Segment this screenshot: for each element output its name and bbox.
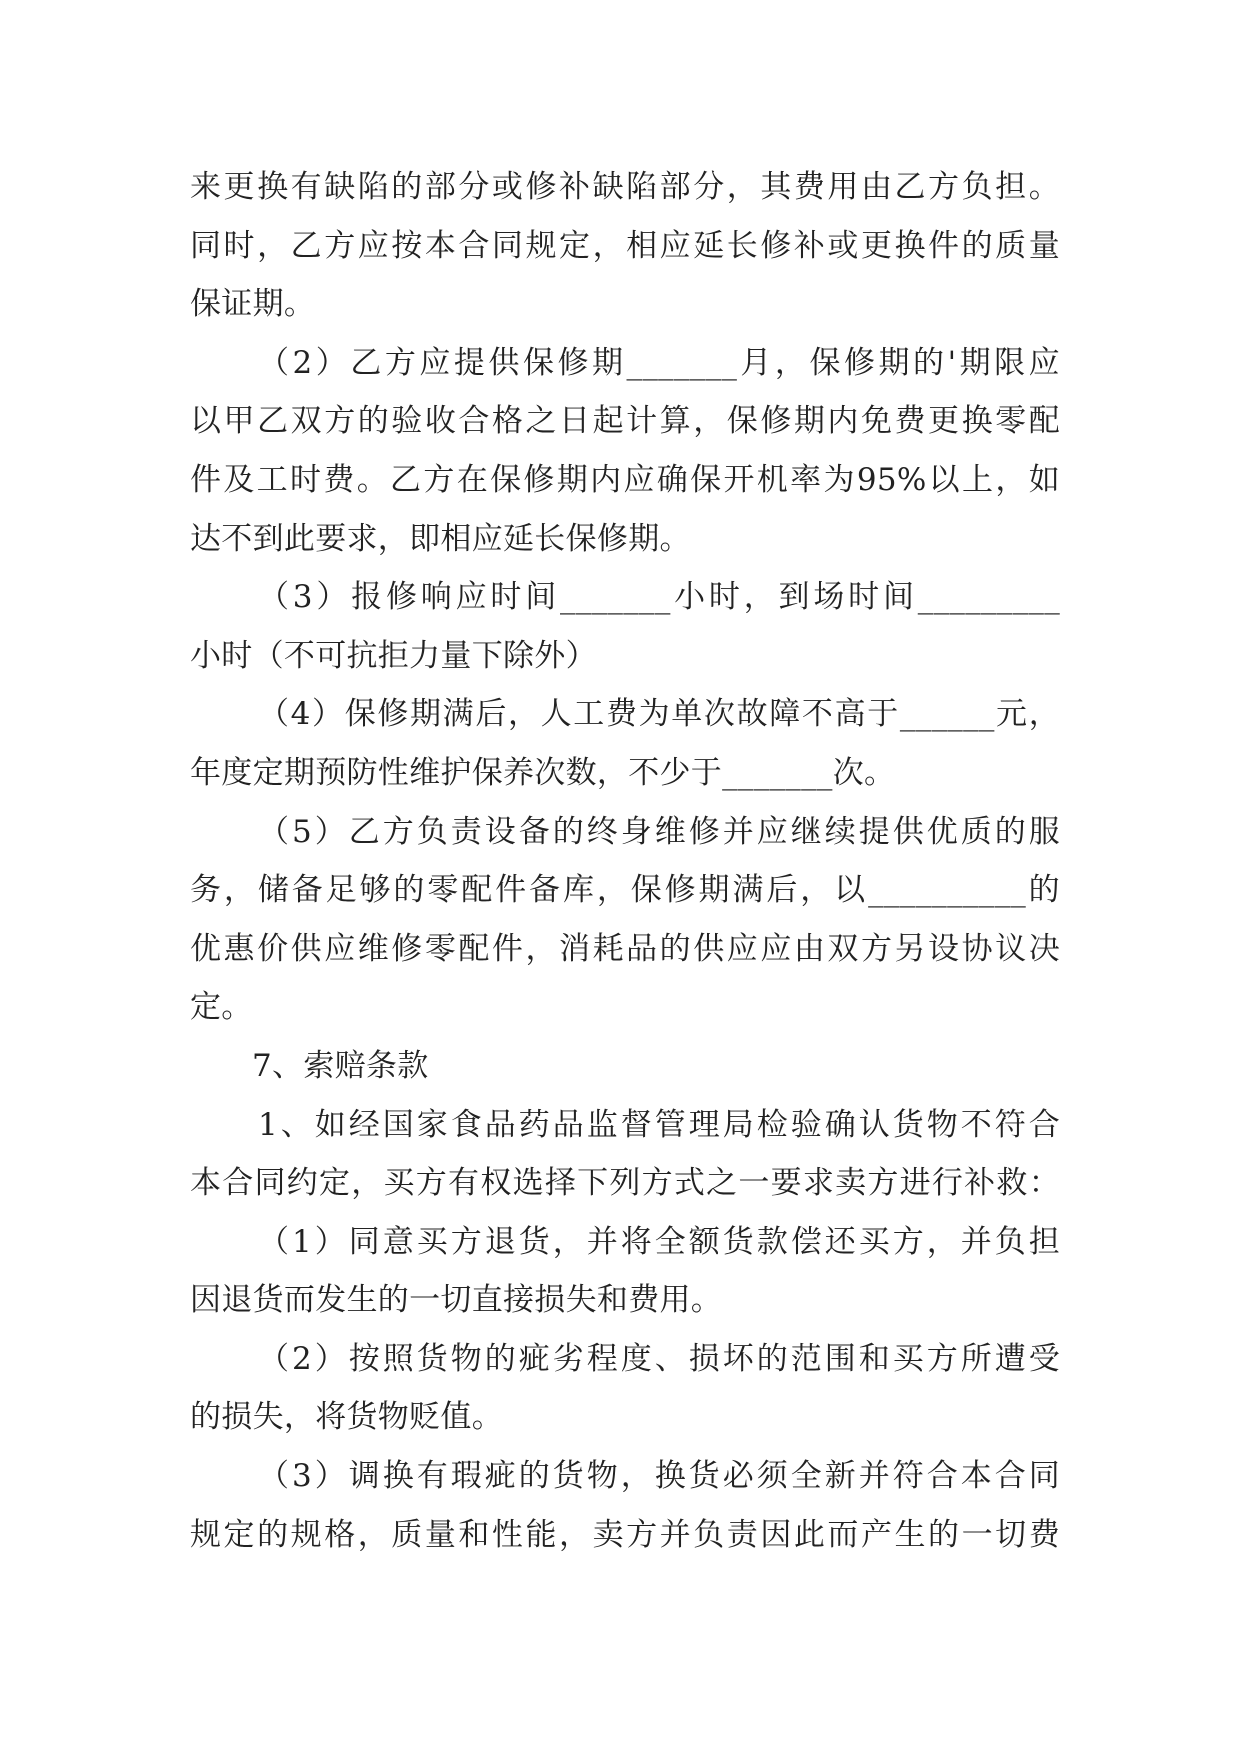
clause-2-line: （2）乙方应提供保修期_______月，保修期的'期限应 — [258, 344, 1060, 381]
text-line: 来更换有缺陷的部分或修补缺陷部分，其费用由乙方负担。 — [190, 169, 1060, 205]
text-line: 小时（不可抗拒力量下除外） — [190, 637, 597, 674]
contract-text — [190, 158, 1060, 1564]
remedy-1-line: （1）同意买方退货，并将全额货款偿还买方，并负担 — [258, 1223, 1060, 1260]
clause-3-line: （3）报修响应时间_______小时，到场时间_________ — [258, 579, 1060, 616]
text-line: 优惠价供应维修零配件，消耗品的供应应由双方另设协议决 — [190, 930, 1060, 967]
section-heading: 7、索赔条款 — [252, 1047, 429, 1084]
text-line: 的损失，将货物贬值。 — [190, 1399, 503, 1436]
text-line: 保证期。 — [190, 286, 316, 323]
text-line: 达不到此要求，即相应延长保修期。 — [190, 520, 691, 557]
text-line: 同时，乙方应按本合同规定，相应延长修补或更换件的质量 — [190, 227, 1060, 264]
clause-4-line: （4）保修期满后，人工费为单次故障不高于______元， — [258, 696, 1060, 733]
text-line: 本合同约定，买方有权选择下列方式之一要求卖方进行补救： — [190, 1165, 1060, 1202]
text-line: 定。 — [190, 989, 253, 1026]
claim-item-1-line: 1、如经国家食品药品监督管理局检验确认货物不符合 — [258, 1106, 1060, 1143]
text-line: 以甲乙双方的验收合格之日起计算，保修期内免费更换零配 — [190, 403, 1060, 440]
text-line: 因退货而发生的一切直接损失和费用。 — [190, 1282, 723, 1319]
text-line: 年度定期预防性维护保养次数，不少于_______次。 — [190, 754, 896, 791]
text-line: 规定的规格，质量和性能，卖方并负责因此而产生的一切费 — [190, 1516, 1060, 1553]
text-line: 务，储备足够的零配件备库，保修期满后，以__________的 — [190, 872, 1060, 909]
remedy-2-line: （2）按照货物的疵劣程度、损坏的范围和买方所遭受 — [258, 1340, 1060, 1377]
clause-5-line: （5）乙方负责设备的终身维修并应继续提供优质的服 — [258, 813, 1060, 850]
text-line: 件及工时费。乙方在保修期内应确保开机率为95%以上，如 — [190, 461, 1060, 498]
remedy-3-line: （3）调换有瑕疵的货物，换货必须全新并符合本合同 — [258, 1458, 1060, 1495]
